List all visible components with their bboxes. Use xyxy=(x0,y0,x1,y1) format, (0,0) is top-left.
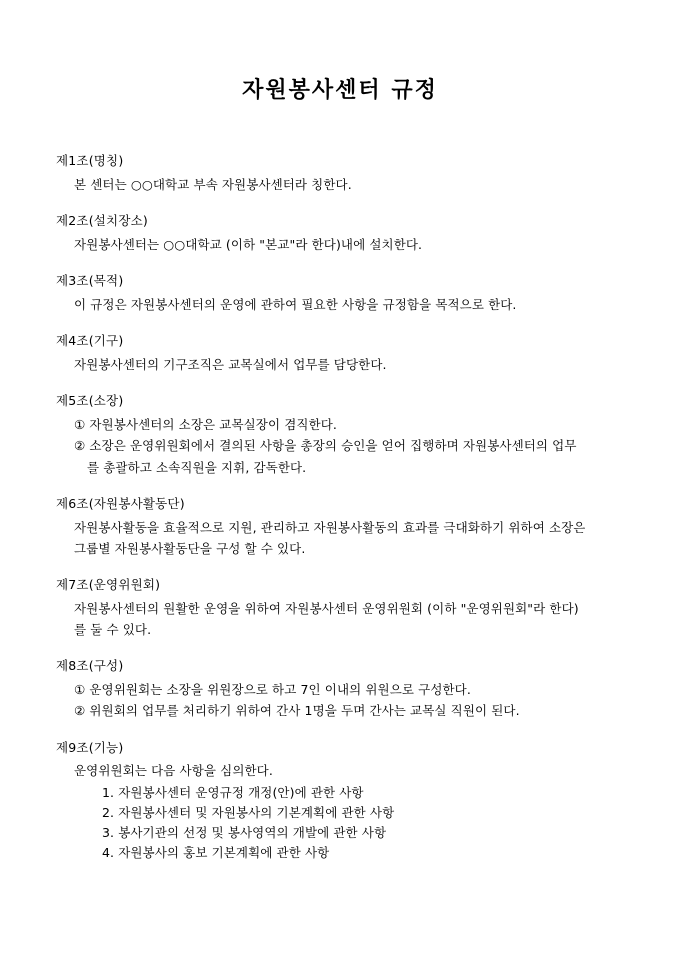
article-heading: 제1조(명칭) xyxy=(56,153,124,169)
article-section xyxy=(56,576,624,640)
article-body xyxy=(56,295,624,315)
article-paragraph: 본 센터는 ○○대학교 부속 자원봉사센터라 칭한다. xyxy=(74,177,352,193)
article-heading: 제8조(구성) xyxy=(56,658,124,674)
article-heading: 제9조(기능) xyxy=(56,739,124,755)
article-section xyxy=(56,272,624,315)
article-section xyxy=(56,152,624,195)
article-paragraph: ① 자원봉사센터의 소장은 교목실장이 겸직한다. xyxy=(74,417,337,433)
article-heading: 제7조(운영위원회) xyxy=(56,577,161,593)
article-paragraph: 자원봉사활동을 효율적으로 지원, 관리하고 자원봉사활동의 효과를 극대화하기 위하여 소장은 xyxy=(74,519,586,535)
article-heading: 제5조(소장) xyxy=(56,393,124,409)
article-heading: 제4조(기구) xyxy=(56,333,124,349)
article-heading: 제6조(자원봉사활동단) xyxy=(56,495,185,511)
article-sub-item: 1. 자원봉사센터 운영규정 개정(안)에 관한 사항 xyxy=(102,784,364,800)
article-sub-list xyxy=(74,783,624,864)
article-paragraph: 를 둘 수 있다. xyxy=(74,622,152,638)
article-paragraph: ② 소장은 운영위원회에서 결의된 사항을 총장의 승인을 얻어 집행하며 자원봉사센터의 업무 xyxy=(74,438,577,454)
article-sub-item: 4. 자원봉사의 홍보 기본계획에 관한 사항 xyxy=(102,845,330,861)
article-paragraph: 자원봉사센터의 기구조직은 교목실에서 업무를 담당한다. xyxy=(74,357,387,373)
article-body xyxy=(56,175,624,195)
article-heading: 제2조(설치장소) xyxy=(56,213,148,229)
article-body xyxy=(56,518,624,560)
article-section xyxy=(56,739,624,864)
article-paragraph: 운영위원회는 다음 사항을 심의한다. xyxy=(74,763,273,779)
article-section xyxy=(56,212,624,255)
article-paragraph: 자원봉사센터는 ○○대학교 (이하 "본교"라 한다)내에 설치한다. xyxy=(74,237,423,253)
article-body xyxy=(56,761,624,863)
article-section xyxy=(56,495,624,559)
article-body xyxy=(56,415,624,478)
article-sub-item: 3. 봉사기관의 선정 및 봉사영역의 개발에 관한 사항 xyxy=(102,825,387,841)
article-paragraph: ② 위원회의 업무를 처리하기 위하여 간사 1명을 두며 간사는 교목실 직원이 된다. xyxy=(74,703,520,719)
article-body xyxy=(56,355,624,375)
article-body xyxy=(56,599,624,641)
article-section xyxy=(56,392,624,478)
article-sub-item: 2. 자원봉사센터 및 자원봉사의 기본계획에 관한 사항 xyxy=(102,804,395,820)
article-paragraph: 를 총괄하고 소속직원을 지휘, 감독한다. xyxy=(87,459,307,475)
article-section xyxy=(56,657,624,721)
article-body xyxy=(56,235,624,255)
article-body xyxy=(56,680,624,722)
article-paragraph: 그룹별 자원봉사활동단을 구성 할 수 있다. xyxy=(74,540,306,556)
article-paragraph: 자원봉사센터의 원활한 운영을 위하여 자원봉사센터 운영위원회 (이하 "운영위원회"라 한다) xyxy=(74,600,579,616)
page-title: 자원봉사센터 규정 xyxy=(242,78,438,103)
article-paragraph: 이 규정은 자원봉사센터의 운영에 관하여 필요한 사항을 규정함을 목적으로 한다. xyxy=(74,297,517,313)
article-paragraph: ① 운영위원회는 소장을 위원장으로 하고 7인 이내의 위원으로 구성한다. xyxy=(74,682,471,698)
article-section xyxy=(56,332,624,375)
article-heading: 제3조(목적) xyxy=(56,273,124,289)
